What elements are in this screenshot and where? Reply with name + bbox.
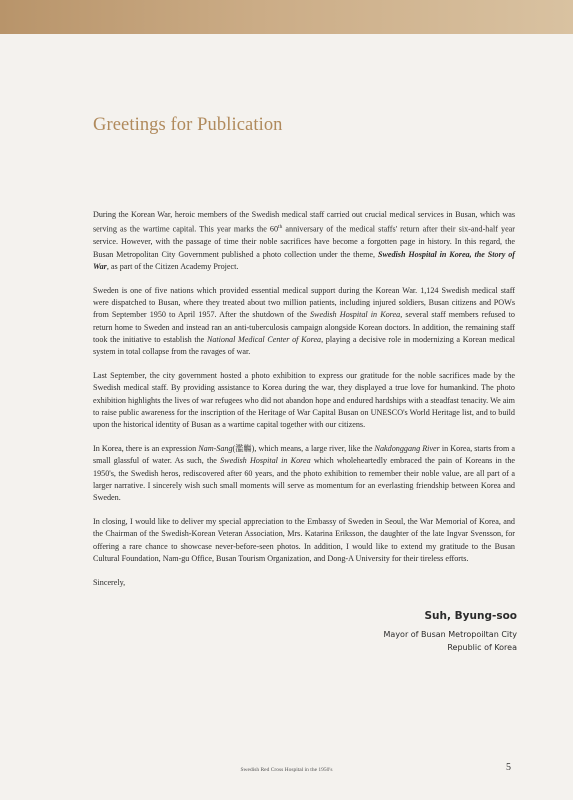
p1-superscript: th: [278, 224, 283, 231]
letter-body: [93, 209, 515, 600]
p4-text-a: In Korea, there is an expression: [93, 443, 199, 453]
p1-text-c: , as part of the Citizen Academy Project.: [106, 261, 239, 271]
page-title: Greetings for Publication: [93, 115, 283, 135]
p4-hanja: (濫觴): [232, 443, 255, 453]
paragraph-1: [93, 209, 515, 273]
p4-text-c: in Korea, starts from a small glassful of water. As such, the: [93, 443, 515, 466]
paragraph-2: [93, 285, 515, 359]
p4-emphasis-1: Nam-Sang: [198, 443, 233, 453]
signatory-name: Suh, Byung-soo: [424, 610, 517, 622]
p2-emphasis-1: Swedish Hospital in Korea: [309, 310, 401, 320]
p1-text-b: anniversary of the medical staffs' return after their six-and-half year service. However, with the passage of time their noble sacrifices have become a forgotten page in history. In this regard, the Busan Metropolitan City Government published a photo collection under the theme,: [93, 225, 515, 259]
paragraph-4: [93, 443, 515, 504]
signature-block: [384, 610, 517, 654]
p2-text-b: , several staff members refused to return home to Sweden and instead ran an anti-tuberculosis campaign alongside Korean doctors. In addition, the remaining staff took the initiative to establish the: [93, 310, 515, 344]
p1-text-a: During the Korean War, heroic members of the Swedish medical staff carried out crucial medical services in Busan, which was serving as the wartime capital. This year marks the 60: [93, 210, 515, 235]
p1-book-title: Swedish Hospital in Korea, the Story of War: [93, 249, 515, 271]
p4-emphasis-3: Swedish Hospital in Korea: [220, 456, 311, 466]
p4-emphasis-2: Nakdonggang River: [374, 443, 440, 453]
signatory-country: Republic of Korea: [447, 643, 517, 652]
footer-book-title: Swedish Red Cross Hospital in the 1950's: [240, 767, 333, 773]
page-number: 5: [506, 762, 511, 773]
top-color-band: [0, 0, 573, 34]
paragraph-5: In closing, I would like to deliver my special appreciation to the Embassy of Sweden in Seoul, the War Memorial of Korea, and the Chairman of the Swedish-Korean Veteran Association, Mrs. Katarina Eriksson, the daughter of the late Ingvar Svensson, for offering a rare chance to showcase never-before-seen photos. In addition, I would like to extend my gratitude to the Busan Cultural Foundation, Nam-gu Office, Busan Tourism Organization, and Dong-A University for their tireless efforts.: [93, 516, 515, 563]
p4-text-b: , which means, a large river, like the: [254, 443, 375, 453]
paragraph-3: Last September, the city government hosted a photo exhibition to express our gratitude for the noble sacrifices made by the Swedish medical staff. By providing assistance to Korea during the war, they displayed a true love for humankind. The photo exhibition highlights the lives of war refugees who did not abandon hope and endured hardships with a steadfast tenacity. We aim to raise public awareness for the inscription of the Heritage of War Capital Busan on UNESCO's World Heritage list, and to build upon the historical identity of Busan as a wartime capital together with our citizens.: [93, 370, 515, 430]
p2-text-c: , playing a decisive role in modernizing a Korean medical system in total collapse from the ravages of war.: [93, 334, 515, 357]
closing-line: Sincerely,: [93, 577, 126, 587]
p2-emphasis-2: National Medical Center of Korea: [206, 334, 322, 344]
signatory-title: Mayor of Busan Metropoiltan City: [383, 630, 517, 639]
p4-text-d: which wholeheartedly embraced the pain of Koreans in the 1950's, the Swedish heros, rediscovered after 60 years, and the photo exhibition to remember their noble value, are all part of a larger narrative. I sincerely wish such small moments will serve as momentum for an everlasting friendship between Korea and Sweden.: [93, 456, 515, 503]
p2-text-a: Sweden is one of five nations which provided essential medical support during the Korean War. 1,124 Swedish medical staff were dispatched to Busan, where they treated about two million patients, including injured soldiers, Busan citizens and POWs from September 1950 to April 1957. After the shutdown of the: [93, 285, 515, 320]
